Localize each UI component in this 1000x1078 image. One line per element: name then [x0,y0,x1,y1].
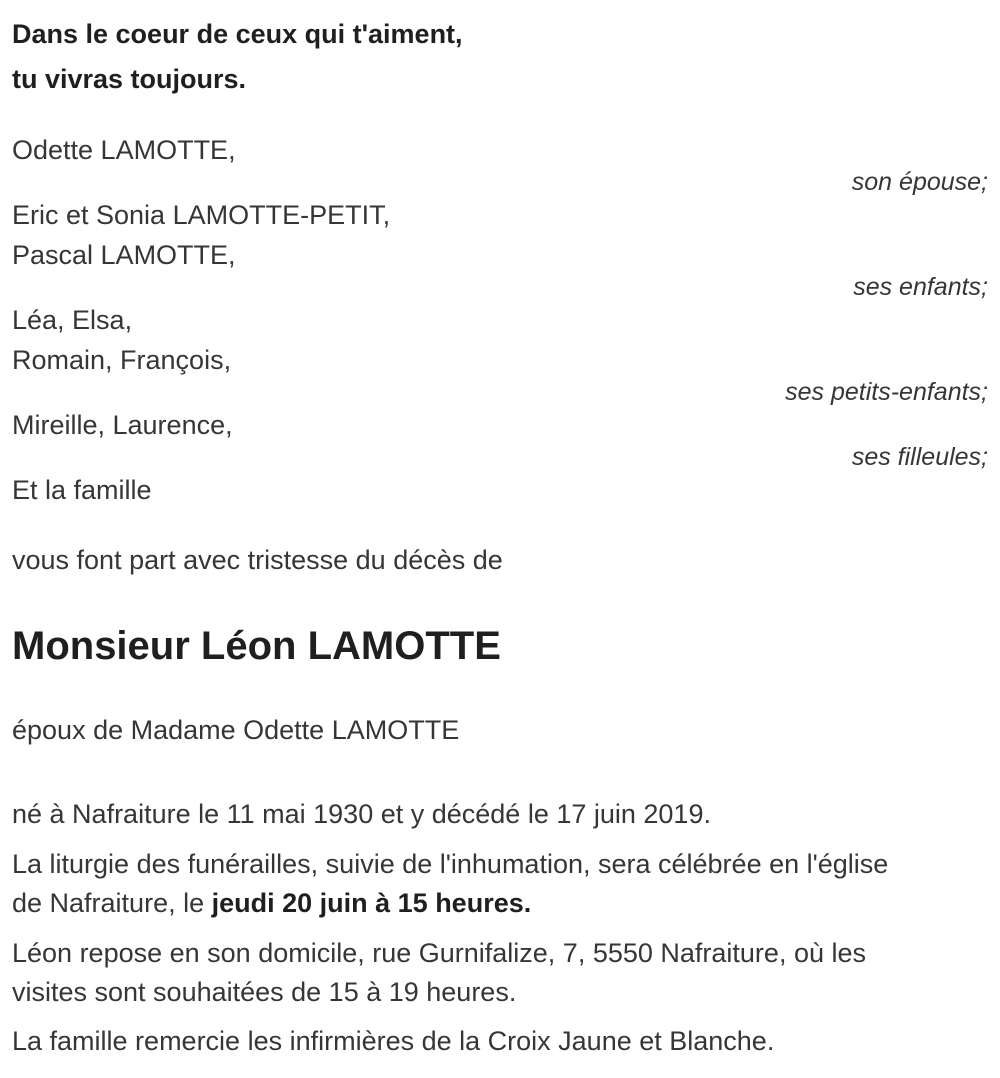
epigraph-line-2: tu vivras toujours. [12,64,247,94]
family-relation: ses petits-enfants; [785,378,988,406]
family-member-name: Odette LAMOTTE, [12,135,236,165]
funeral-details [12,845,912,923]
thanks-line: La famille remercie les infirmières de la Croix Jaune et Blanche. [12,1026,775,1056]
family-member-name: Pascal LAMOTTE, [12,240,236,270]
epigraph [12,12,988,102]
family-list [12,130,988,510]
family-relation: son épouse; [851,168,988,196]
family-member-name: Eric et Sonia LAMOTTE-PETIT, [12,200,391,230]
funeral-details-text: La liturgie des funérailles, suivie de l'inhumation, sera célébrée en l'église de Nafraiture, le [12,849,889,918]
family-group-goddaughters [12,405,988,470]
family-group-rest-of-family [12,470,988,510]
family-group-spouse [12,130,988,195]
family-group-grandchildren [12,300,988,405]
repose-line: Léon repose en son domicile, rue Gurnifalize, 7, 5550 Nafraiture, où les visites sont souhaitées de 15 à 19 heures. [12,938,866,1007]
funeral-datetime: jeudi 20 juin à 15 heures. [211,888,532,918]
family-group-children [12,195,988,300]
family-member-name: Léa, Elsa, [12,305,133,335]
family-relation: ses enfants; [853,273,988,301]
family-member-name: Et la famille [12,475,152,505]
family-member-name: Mireille, Laurence, [12,410,233,440]
family-relation: ses filleules; [851,443,988,471]
birth-death-line: né à Nafraiture le 11 mai 1930 et y décédé le 17 juin 2019. [12,799,711,829]
deceased-name-heading: Monsieur Léon LAMOTTE [12,624,501,668]
announcement-line: vous font part avec tristesse du décès de [12,545,503,575]
epigraph-line-1: Dans le coeur de ceux qui t'aiment, [12,19,463,49]
family-member-name: Romain, François, [12,345,232,375]
spouse-line: époux de Madame Odette LAMOTTE [12,715,460,745]
